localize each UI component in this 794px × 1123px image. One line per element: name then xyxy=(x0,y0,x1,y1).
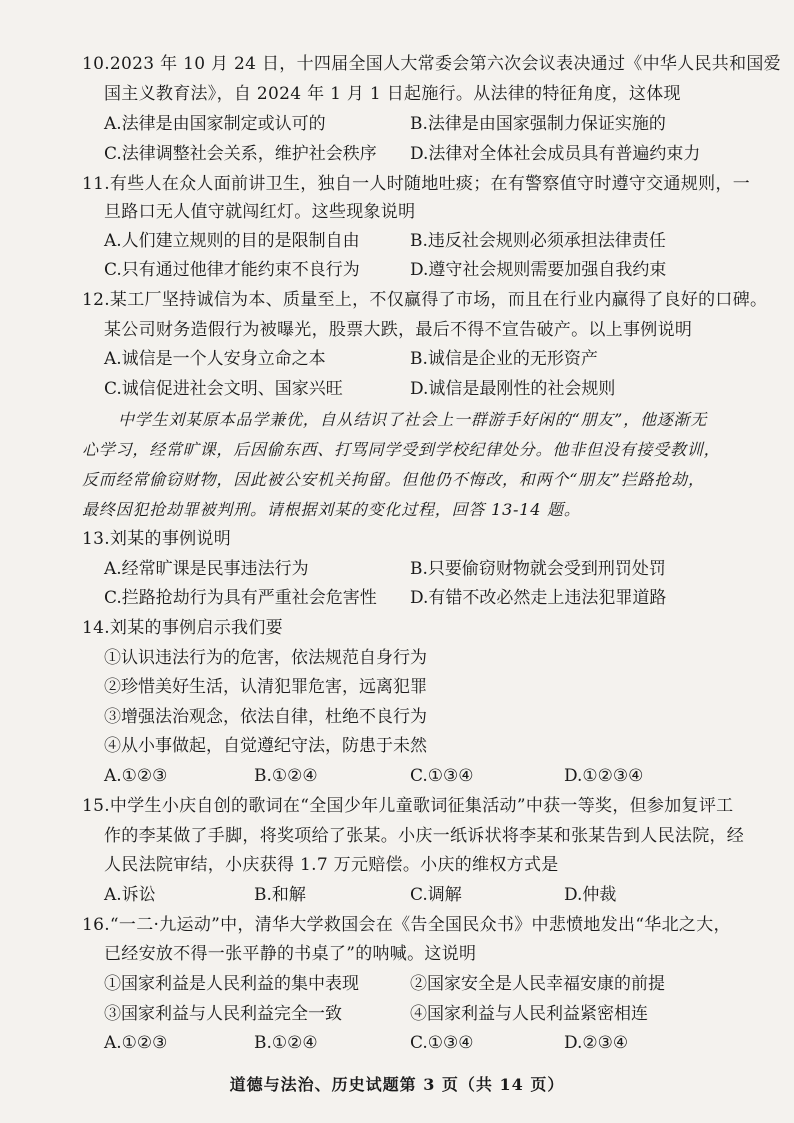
q11-option-b: B.违反社会规则必须承担法律责任 xyxy=(410,231,666,251)
q11-stem-line-1: 11.有些人在众人面前讲卫生，独自一人时随地吐痰；在有警察值守时遵守交通规则，一 xyxy=(82,174,751,194)
page-footer: 道德与法治、历史试题第 3 页（共 14 页） xyxy=(229,1075,565,1094)
q11-option-a: A.人们建立规则的目的是限制自由 xyxy=(104,231,360,251)
passage-line-1: 中学生刘某原本品学兼优，自从结识了社会上一群游手好闲的“朋友”，他逐渐无 xyxy=(118,410,708,429)
q13-option-a: A.经常旷课是民事违法行为 xyxy=(104,559,309,579)
q13-option-c: C.拦路抢劫行为具有严重社会危害性 xyxy=(104,588,377,608)
q14-option-b: B.①②④ xyxy=(254,766,318,786)
q16-option-a: A.①②③ xyxy=(104,1033,168,1053)
q14-statement-1: ①认识违法行为的危害，依法规范自身行为 xyxy=(104,648,427,668)
q10-option-a: A.法律是由国家制定或认可的 xyxy=(104,114,326,134)
q13-option-b: B.只要偷窃财物就会受到刑罚处罚 xyxy=(410,559,666,579)
q10-option-d: D.法律对全体社会成员具有普遍约束力 xyxy=(410,144,701,164)
passage-line-4: 最终因犯抢劫罪被判刑。请根据刘某的变化过程，回答 13-14 题。 xyxy=(82,500,581,519)
q15-option-b: B.和解 xyxy=(254,885,306,905)
q16-statement-2: ②国家安全是人民幸福安康的前提 xyxy=(410,974,665,994)
q12-option-c: C.诚信促进社会文明、国家兴旺 xyxy=(104,379,343,399)
q10-option-b: B.法律是由国家强制力保证实施的 xyxy=(410,114,666,134)
q12-option-a: A.诚信是一个人安身立命之本 xyxy=(104,349,326,369)
q14-option-c: C.①③④ xyxy=(410,766,474,786)
q10-option-c: C.法律调整社会关系，维护社会秩序 xyxy=(104,144,377,164)
q16-statement-3: ③国家利益与人民利益完全一致 xyxy=(104,1004,342,1024)
q14-stem: 14.刘某的事例启示我们要 xyxy=(82,618,283,638)
q14-statement-2: ②珍惜美好生活，认清犯罪危害，远离犯罪 xyxy=(104,677,427,697)
q11-stem-line-2: 旦路口无人值守就闯红灯。这些现象说明 xyxy=(104,202,416,222)
q15-stem-line-2: 作的李某做了手脚，将奖项给了张某。小庆一纸诉状将李某和张某告到人民法院，经 xyxy=(104,826,745,846)
q16-stem-line-2: 已经安放不得一张平静的书桌了”的呐喊。这说明 xyxy=(104,944,477,964)
q11-option-c: C.只有通过他律才能约束不良行为 xyxy=(104,260,360,280)
passage-line-3: 反而经常偷窃财物，因此被公安机关拘留。但他仍不悔改，和两个“朋友”拦路抢劫， xyxy=(82,470,705,489)
q14-statement-3: ③增强法治观念，依法自律，杜绝不良行为 xyxy=(104,707,427,727)
q16-option-b: B.①②④ xyxy=(254,1033,318,1053)
q16-option-d: D.②③④ xyxy=(564,1033,629,1053)
q10-stem-line-1: 10.2023 年 10 月 24 日，十四届全国人大常委会第六次会议表决通过《中华人民共和国爱 xyxy=(82,54,781,74)
q14-option-d: D.①②③④ xyxy=(564,766,644,786)
q15-option-a: A.诉讼 xyxy=(104,885,156,905)
q16-option-c: C.①③④ xyxy=(410,1033,474,1053)
q16-statement-4: ④国家利益与人民利益紧密相连 xyxy=(410,1004,648,1024)
q12-stem-line-1: 12.某工厂坚持诚信为本、质量至上，不仅赢得了市场，而且在行业内赢得了良好的口碑。 xyxy=(82,290,768,310)
q13-option-d: D.有错不改必然走上违法犯罪道路 xyxy=(410,588,667,608)
q12-stem-line-2: 某公司财务造假行为被曝光，股票大跌，最后不得不宣告破产。以上事例说明 xyxy=(104,320,693,340)
q15-stem-line-1: 15.中学生小庆自创的歌词在“全国少年儿童歌词征集活动”中获一等奖，但参加复评工 xyxy=(82,796,734,816)
q15-option-c: C.调解 xyxy=(410,885,462,905)
q12-option-b: B.诚信是企业的无形资产 xyxy=(410,349,598,369)
q12-option-d: D.诚信是最刚性的社会规则 xyxy=(410,379,616,399)
q16-statement-1: ①国家利益是人民利益的集中表现 xyxy=(104,974,359,994)
q11-option-d: D.遵守社会规则需要加强自我约束 xyxy=(410,260,667,280)
q10-stem-line-2: 国主义教育法》，自 2024 年 1 月 1 日起施行。从法律的特征角度，这体现 xyxy=(104,84,681,104)
q15-option-d: D.仲裁 xyxy=(564,885,617,905)
passage-line-2: 心学习，经常旷课，后因偷东西、打骂同学受到学校纪律处分。他非但没有接受教训， xyxy=(82,440,721,459)
q14-option-a: A.①②③ xyxy=(104,766,168,786)
q14-statement-4: ④从小事做起，自觉遵纪守法，防患于未然 xyxy=(104,736,427,756)
q15-stem-line-3: 人民法院审结，小庆获得 1.7 万元赔偿。小庆的维权方式是 xyxy=(104,855,559,875)
q16-stem-line-1: 16.“一二·九运动”中，清华大学救国会在《告全国民众书》中悲愤地发出“华北之大， xyxy=(82,915,731,935)
q13-stem: 13.刘某的事例说明 xyxy=(82,529,232,549)
